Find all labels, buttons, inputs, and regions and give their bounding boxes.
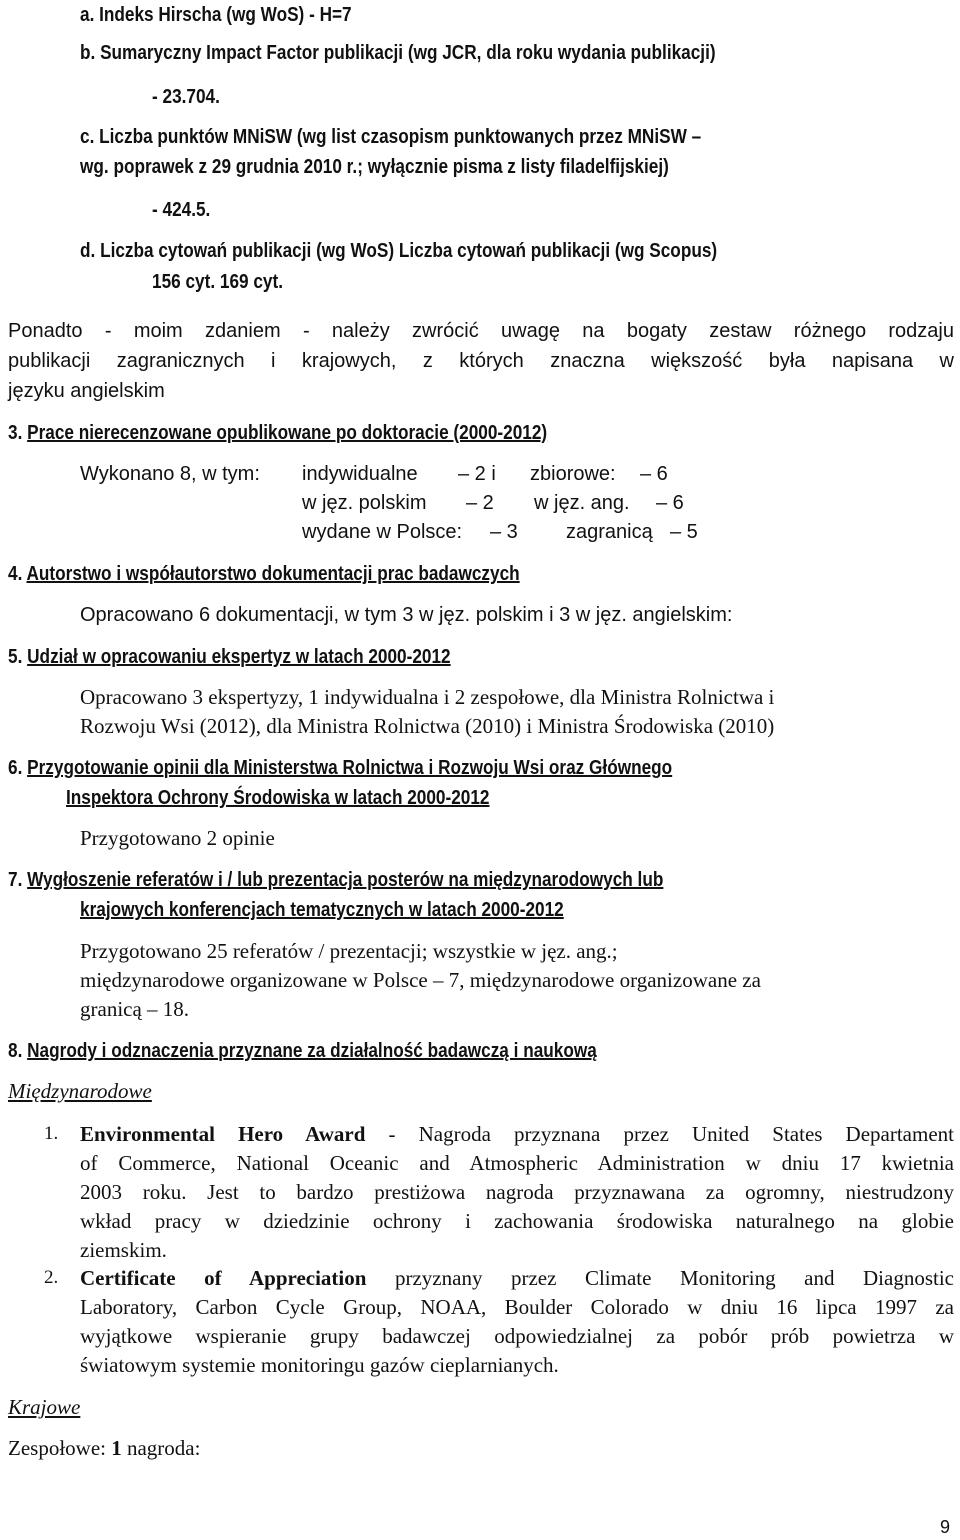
section-8-heading (8, 1038, 597, 1064)
section-6-heading (8, 755, 672, 781)
section-5-heading (8, 644, 451, 670)
section-8-number: 8. (8, 1040, 23, 1062)
section-6-body: Przygotowano 2 opinie (80, 826, 275, 850)
team-awards-count: 1 (111, 1436, 122, 1460)
team-awards-line (8, 1435, 200, 1461)
section-5-body-2: Rozwoju Wsi (2012), dla Ministra Rolnictwa (2010) i Ministra Środowiska (2010) (80, 714, 775, 738)
metric-impact-factor: b. Sumaryczny Impact Factor publikacji (wg JCR, dla roku wydania publikacji) (80, 42, 716, 64)
s3-row1-individual-count: – 2 i (458, 463, 496, 485)
international-heading: Międzynarodowe (8, 1079, 152, 1103)
award-2-line-2: Laboratory, Carbon Cycle Group, NOAA, Boulder Colorado w dniu 16 lipca 1997 za (80, 1295, 954, 1319)
metric-mnisw-points-value: - 424.5. (152, 199, 211, 221)
award-1-name: Environmental Hero Award (80, 1122, 366, 1146)
award-2-line-3: wyjątkowe wspieranie grupy badawczej odpowiedzialnej za pobór prób powietrza w (80, 1324, 954, 1348)
s3-row3-poland: wydane w Polsce: (302, 521, 463, 543)
section-6-number: 6. (8, 757, 23, 779)
award-1-line-1 (80, 1121, 954, 1147)
s3-row2-english: w jęz. ang. (534, 492, 630, 514)
note-line-3: języku angielskim (8, 380, 165, 402)
section-5-title: Udział w opracowaniu ekspertyz w latach 2000-2012 (27, 646, 451, 668)
section-7-body-1: Przygotowano 25 referatów / prezentacji; wszystkie w jęz. ang.; (80, 939, 618, 963)
section-4-title: Autorstwo i współautorstwo dokumentacji prac badawczych (26, 563, 520, 585)
section-8-title: Nagrody i odznaczenia przyznane za działalność badawczą i naukową (27, 1040, 597, 1062)
section-7-body-3: granicą – 18. (80, 997, 190, 1021)
s3-row3-abroad-count: – 5 (670, 521, 698, 543)
s3-row1-individual: indywidualne (302, 463, 418, 485)
section-7-body-2: międzynarodowe organizowane w Polsce – 7, międzynarodowe organizowane za (80, 968, 761, 992)
section-4-heading (8, 561, 520, 587)
s3-row2-polish: w jęz. polskim (302, 492, 427, 514)
award-2-line-1 (80, 1265, 954, 1291)
s3-row2-english-count: – 6 (656, 492, 684, 514)
team-awards-suffix: nagroda: (121, 1436, 201, 1460)
s3-row3-poland-count: – 3 (490, 521, 518, 543)
metric-citations: d. Liczba cytowań publikacji (wg WoS) Liczba cytowań publikacji (wg Scopus) (80, 240, 718, 262)
s3-row2-polish-count: – 2 (466, 492, 494, 514)
metric-citations-values: 156 cyt. 169 cyt. (152, 271, 284, 293)
section-3-heading (8, 420, 547, 446)
section-3-title: Prace nierecenzowane opublikowane po doktoracie (2000-2012) (27, 422, 548, 444)
section-6-title: Przygotowanie opinii dla Ministerstwa Rolnictwa i Rozwoju Wsi oraz Głównego (27, 757, 673, 779)
award-1-number: 1. (44, 1123, 59, 1144)
award-2-number: 2. (44, 1267, 59, 1288)
metric-mnisw-points-cont: wg. poprawek z 29 grudnia 2010 r.; wyłącznie pisma z listy filadelfijskiej) (80, 156, 669, 178)
section-5-number: 5. (8, 646, 23, 668)
award-2-desc: przyznany przez Climate Monitoring and Diagnostic (394, 1266, 955, 1290)
team-awards-prefix: Zespołowe: (8, 1436, 112, 1460)
award-1-line-3: 2003 roku. Jest to bardzo prestiżowa nagroda przyznawana za ogromny, niestrudzony (80, 1180, 954, 1204)
section-3-number: 3. (8, 422, 23, 444)
s3-row1-collective: zbiorowe: (530, 463, 616, 485)
metric-mnisw-points: c. Liczba punktów MNiSW (wg list czasopism punktowanych przez MNiSW – (80, 126, 702, 148)
section-7-number: 7. (8, 869, 23, 891)
section-5-body-1: Opracowano 3 ekspertyzy, 1 indywidualna i 2 zespołowe, dla Ministra Rolnictwa i (80, 685, 775, 709)
domestic-heading: Krajowe (8, 1395, 81, 1419)
award-2-name: Certificate of Appreciation (80, 1266, 367, 1290)
note-line-2: publikacji zagranicznych i krajowych, z których znaczna większość była napisana w (8, 350, 954, 372)
award-1-line-5: ziemskim. (80, 1238, 167, 1262)
award-1-desc: - Nagroda przyznana przez United States Departament (388, 1122, 954, 1146)
note-line-1: Ponadto - moim zdaniem - należy zwrócić uwagę na bogaty zestaw różnego rodzaju (8, 320, 954, 342)
metric-impact-factor-value: - 23.704. (152, 86, 220, 108)
section-6-title-cont: Inspektora Ochrony Środowiska w latach 2000-2012 (66, 787, 490, 809)
s3-row3-abroad: zagranicą (566, 521, 653, 543)
page-number: 9 (940, 1517, 951, 1537)
section-7-heading (8, 867, 663, 893)
section-4-number: 4. (8, 563, 23, 585)
award-2-line-4: światowym systemie monitoringu gazów cieplarnianych. (80, 1353, 559, 1377)
section-4-body: Opracowano 6 dokumentacji, w tym 3 w jęz. polskim i 3 w jęz. angielskim: (80, 604, 733, 626)
s3-row1-collective-count: – 6 (640, 463, 668, 485)
award-1-line-2: of Commerce, National Oceanic and Atmospheric Administration w dniu 17 kwietnia (80, 1151, 954, 1175)
s3-row1-label: Wykonano 8, w tym: (80, 463, 260, 485)
award-1-line-4: wkład pracy w dziedzinie ochrony i zachowania środowiska naturalnego na globie (80, 1209, 954, 1233)
metric-h-index: a. Indeks Hirscha (wg WoS) - H=7 (80, 4, 352, 26)
section-7-title-cont: krajowych konferencjach tematycznych w latach 2000-2012 (80, 899, 564, 921)
section-7-title: Wygłoszenie referatów i / lub prezentacja posterów na międzynarodowych lub (27, 869, 664, 891)
